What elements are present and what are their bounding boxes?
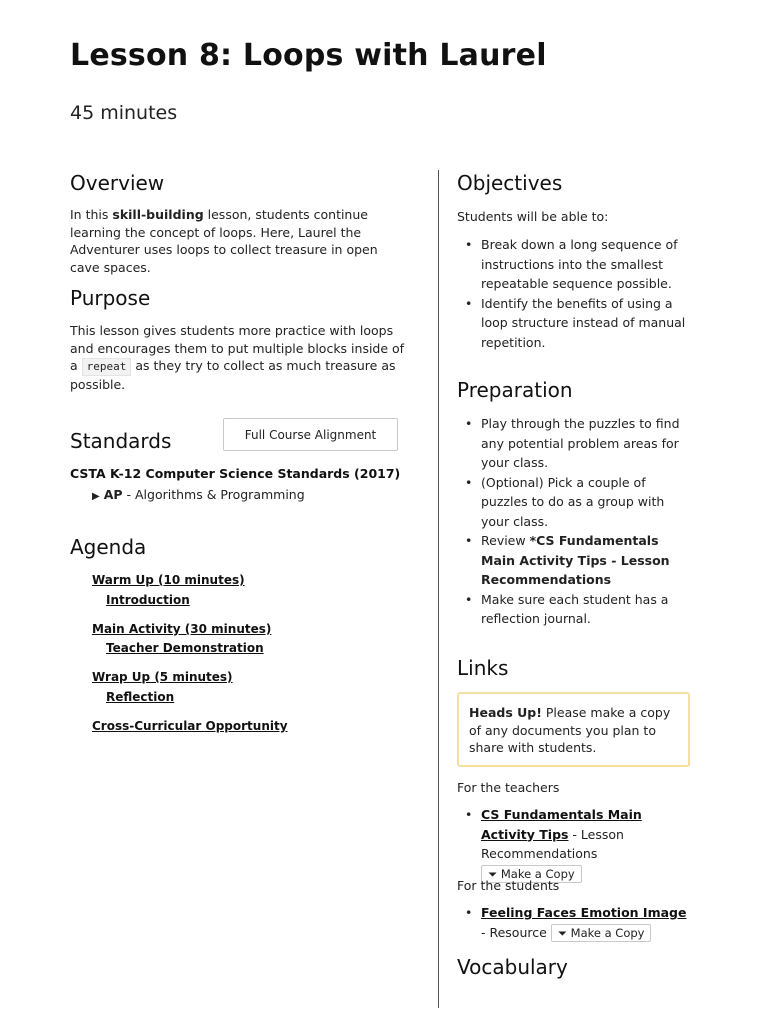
agenda-reflection-link[interactable]: Reflection: [106, 690, 175, 704]
standard-text: - Algorithms & Programming: [122, 487, 305, 502]
preparation-heading: Preparation: [457, 378, 573, 402]
purpose-text-post: as they try to collect as much treasure as possible.: [70, 358, 396, 392]
overview-text-pre: In this: [70, 207, 113, 222]
list-item: • Break down a long sequence of instructions into the smallest repeatable sequence possible.: [457, 235, 689, 294]
purpose-text: [70, 322, 412, 394]
students-label: For the students: [457, 878, 560, 893]
preparation-list: [457, 414, 689, 629]
overview-heading: Overview: [70, 171, 165, 195]
callout-text: Please make a copy of any documents you plan to share with students.: [469, 705, 671, 755]
list-item: [457, 805, 689, 883]
list-item: • (Optional) Pick a couple of puzzles to do as a group with your class.: [457, 473, 689, 532]
overview-text: [70, 206, 410, 276]
agenda-introduction-link[interactable]: Introduction: [106, 593, 190, 607]
objectives-list: [457, 235, 689, 352]
overview-text-post: lesson, students continue learning the concept of loops. Here, Laurel the Adventurer uses loops to collect treasure in open cave spaces.: [70, 207, 378, 275]
purpose-text-pre: This lesson gives students more practice with loops and encourages them to put multiple blocks inside of a: [70, 323, 405, 373]
callout-bold: Heads Up!: [469, 705, 542, 720]
column-divider: [438, 170, 439, 1008]
cs-fundamentals-tips-link[interactable]: CS Fundamentals Main Activity Tips: [481, 807, 642, 842]
review-link[interactable]: *CS Fundamentals Main Activity Tips - Lesson Recommendations: [481, 533, 670, 587]
agenda-main-activity-link[interactable]: Main Activity (30 minutes): [92, 622, 272, 636]
make-a-copy-button[interactable]: ⏷ Make a Copy: [481, 865, 582, 883]
agenda-teacher-demonstration-link[interactable]: Teacher Demonstration: [106, 641, 264, 655]
standard-item-ap[interactable]: [92, 487, 305, 502]
overview-text-bold: skill-building: [112, 207, 204, 222]
heads-up-callout: [457, 692, 690, 767]
agenda-wrap-up-link[interactable]: Wrap Up (5 minutes): [92, 670, 233, 684]
objectives-intro: Students will be able to:: [457, 209, 609, 224]
teachers-link-suffix: - Lesson Recommendations: [481, 826, 624, 861]
lesson-title: Lesson 8: Loops with Laurel: [70, 38, 547, 73]
review-prefix: Review: [481, 533, 530, 548]
feeling-faces-link[interactable]: Feeling Faces Emotion Image: [481, 905, 687, 920]
expand-triangle-icon: ▶: [92, 491, 100, 502]
objectives-heading: Objectives: [457, 171, 563, 195]
list-item: • Play through the puzzles to find any potential problem areas for your class.: [457, 414, 689, 473]
students-link-suffix: - Resource: [481, 924, 551, 940]
make-a-copy-button[interactable]: ⏷ Make a Copy: [551, 924, 652, 942]
agenda-cross-curricular-link[interactable]: Cross-Curricular Opportunity: [92, 719, 288, 733]
full-course-alignment-button[interactable]: Full Course Alignment: [223, 418, 398, 451]
agenda-warm-up-link[interactable]: Warm Up (10 minutes): [92, 573, 245, 587]
list-item: • Identify the benefits of using a loop structure instead of manual repetition.: [457, 294, 689, 353]
teachers-resources: [457, 805, 689, 883]
students-resources: [457, 903, 689, 942]
teachers-label: For the teachers: [457, 780, 560, 795]
standards-framework: CSTA K-12 Computer Science Standards (2017): [70, 466, 401, 481]
vocabulary-heading: Vocabulary: [457, 955, 568, 979]
repeat-code: repeat: [82, 358, 132, 376]
agenda-heading: Agenda: [70, 535, 147, 559]
lesson-duration: 45 minutes: [70, 102, 178, 124]
purpose-heading: Purpose: [70, 286, 151, 310]
standards-heading: Standards: [70, 429, 172, 453]
standard-code: AP: [103, 487, 123, 502]
list-item: • Make sure each student has a reflection journal.: [457, 590, 689, 629]
list-item: [457, 531, 689, 590]
list-item: [457, 903, 689, 942]
links-heading: Links: [457, 656, 509, 680]
